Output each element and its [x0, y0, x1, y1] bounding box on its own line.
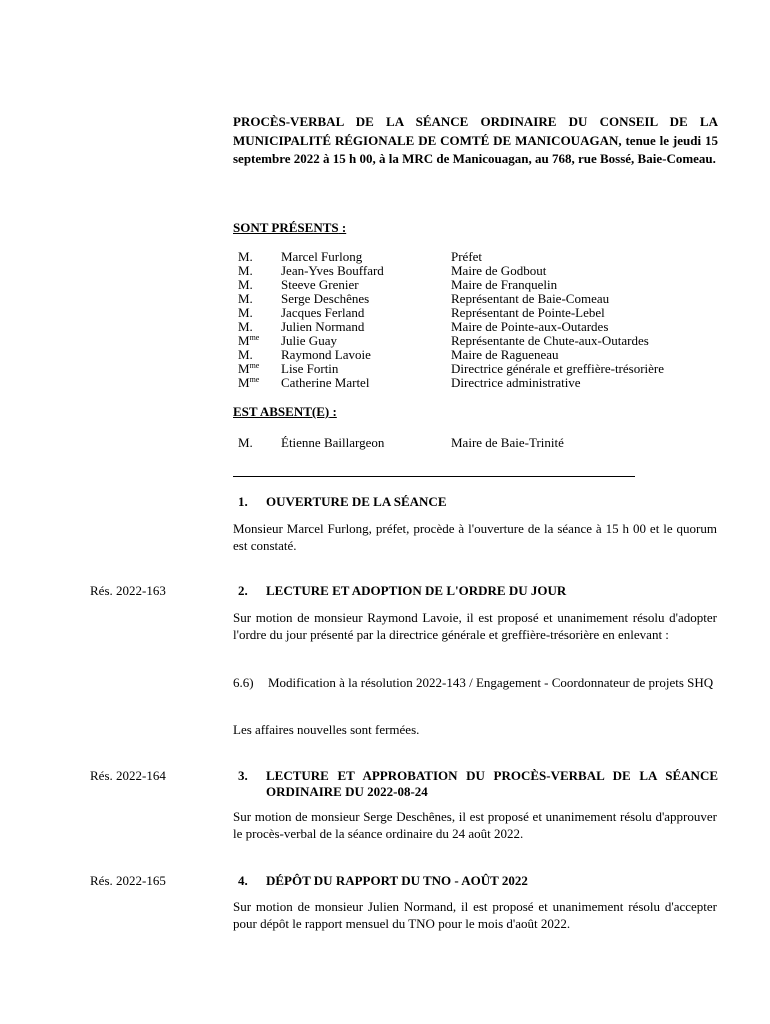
attendee-title-text: M: [238, 375, 250, 390]
attendee-title: [238, 436, 253, 450]
attendee-title-text: M.: [238, 435, 253, 450]
section-number: 4.: [238, 873, 248, 888]
present-heading: [233, 220, 346, 236]
attendee-row: [238, 292, 718, 306]
present-heading-text: SONT PRÉSENTS: [233, 220, 339, 235]
attendee-name: Steeve Grenier: [281, 277, 359, 292]
attendee-role: Représentant de Baie-Comeau: [451, 291, 610, 306]
attendee-row: [238, 348, 718, 362]
attendee-row: [238, 376, 718, 390]
attendee-title-text: M.: [238, 305, 253, 320]
attendee-name: Julie Guay: [281, 333, 337, 348]
section-3-paragraph: Sur motion de monsieur Serge Deschênes, il est proposé et unanimement résolu d'approuver le procès-verbal de la séance ordinaire du 24 août 2022.: [233, 809, 717, 841]
attendee-role: Représentante de Chute-aux-Outardes: [451, 333, 649, 348]
attendee-title: [238, 250, 253, 264]
attendee-title: [238, 278, 253, 292]
attendee-title: [238, 320, 253, 334]
attendee-row: [238, 436, 718, 450]
attendee-title-text: M.: [238, 249, 253, 264]
attendee-role: Représentant de Pointe-Lebel: [451, 305, 605, 320]
attendee-role: Maire de Ragueneau: [451, 347, 559, 362]
attendee-title: [238, 348, 253, 362]
section-title: LECTURE ET ADOPTION DE L'ORDRE DU JOUR: [266, 583, 567, 598]
attendee-title: [238, 292, 253, 306]
attendee-row: [238, 250, 718, 264]
section-title: LECTURE ET APPROBATION DU PROCÈS-VERBAL DE LA SÉANCE ORDINAIRE DU 2022-08-24: [266, 768, 718, 799]
attendee-role: Maire de Godbout: [451, 263, 547, 278]
attendee-title-text: M: [238, 361, 250, 376]
attendee-name: Serge Deschênes: [281, 291, 370, 306]
attendee-row: [238, 306, 718, 320]
section-number: 1.: [238, 494, 248, 509]
attendee-title-text: M.: [238, 347, 253, 362]
attendee-role: Maire de Baie-Trinité: [451, 435, 564, 450]
section-title: DÉPÔT DU RAPPORT DU TNO - AOÛT 2022: [266, 873, 528, 888]
attendee-row: [238, 264, 718, 278]
attendee-name: Étienne Baillargeon: [281, 435, 385, 450]
attendee-name: Jean-Yves Bouffard: [281, 263, 384, 278]
attendee-role: Préfet: [451, 249, 483, 264]
attendee-title-text: M.: [238, 319, 253, 334]
attendee-row: [238, 320, 718, 334]
attendee-title-superscript: me: [249, 375, 260, 384]
section-1-paragraph: Monsieur Marcel Furlong, préfet, procède à l'ouverture de la séance à 15 h 00 et le quorum est constaté.: [233, 521, 717, 553]
attendee-title-text: M.: [238, 277, 253, 292]
absent-list: [238, 436, 718, 450]
attendee-name: Julien Normand: [281, 319, 365, 334]
attendee-name: Jacques Ferland: [281, 305, 365, 320]
present-list: [238, 250, 718, 390]
attendee-title-superscript: me: [249, 361, 260, 370]
attendee-role: Maire de Pointe-aux-Outardes: [451, 319, 609, 334]
present-heading-colon: :: [338, 220, 347, 235]
attendee-title-text: M.: [238, 291, 253, 306]
attendee-role: Directrice générale et greffière-trésorière: [451, 361, 665, 376]
absent-heading-text: EST ABSENT(E): [233, 404, 330, 419]
agenda-item-text: Modification à la résolution 2022-143 / Engagement - Coordonnateur de projets SHQ: [268, 675, 714, 690]
attendee-title: [238, 306, 253, 320]
attendee-title: [238, 362, 259, 376]
section-title: OUVERTURE DE LA SÉANCE: [266, 494, 447, 509]
resolution-number: Rés. 2022-164: [90, 768, 166, 783]
attendee-title-text: M.: [238, 263, 253, 278]
resolution-number: Rés. 2022-165: [90, 873, 166, 888]
absent-heading: [233, 404, 337, 420]
attendee-title: [238, 334, 259, 348]
resolution-number: Rés. 2022-163: [90, 583, 166, 598]
separator-line: [233, 476, 635, 477]
section-number: 3.: [238, 768, 248, 783]
document-title: PROCÈS-VERBAL DE LA SÉANCE ORDINAIRE DU CONSEIL DE LA MUNICIPALITÉ RÉGIONALE DE COMTÉ DE MANICOUAGAN, tenue le jeudi 15 septembre 2022 à 15 h 00, à la MRC de Manicouagan, au 768, rue Bossé, Baie-Comeau.: [233, 114, 718, 166]
attendee-title-superscript: me: [249, 333, 260, 342]
attendee-name: Catherine Martel: [281, 375, 370, 390]
agenda-item-number: 6.6): [233, 675, 254, 690]
attendee-name: Marcel Furlong: [281, 249, 363, 264]
attendee-row: [238, 278, 718, 292]
section-number: 2.: [238, 583, 248, 598]
section-2-closing: Les affaires nouvelles sont fermées.: [233, 722, 420, 737]
section-4-paragraph: Sur motion de monsieur Julien Normand, il est proposé et unanimement résolu d'accepter pour dépôt le rapport mensuel du TNO pour le mois d'août 2022.: [233, 899, 717, 931]
attendee-name: Raymond Lavoie: [281, 347, 371, 362]
attendee-role: Maire de Franquelin: [451, 277, 558, 292]
attendee-row: [238, 334, 718, 348]
attendee-name: Lise Fortin: [281, 361, 339, 376]
absent-heading-colon: :: [329, 404, 337, 419]
attendee-title-text: M: [238, 333, 250, 348]
attendee-role: Directrice administrative: [451, 375, 581, 390]
section-2-paragraph: Sur motion de monsieur Raymond Lavoie, il est proposé et unanimement résolu d'adopter l'ordre du jour présenté par la directrice générale et greffière-trésorière en enlevant :: [233, 610, 717, 642]
attendee-title: [238, 376, 259, 390]
attendee-row: [238, 362, 718, 376]
attendee-title: [238, 264, 253, 278]
